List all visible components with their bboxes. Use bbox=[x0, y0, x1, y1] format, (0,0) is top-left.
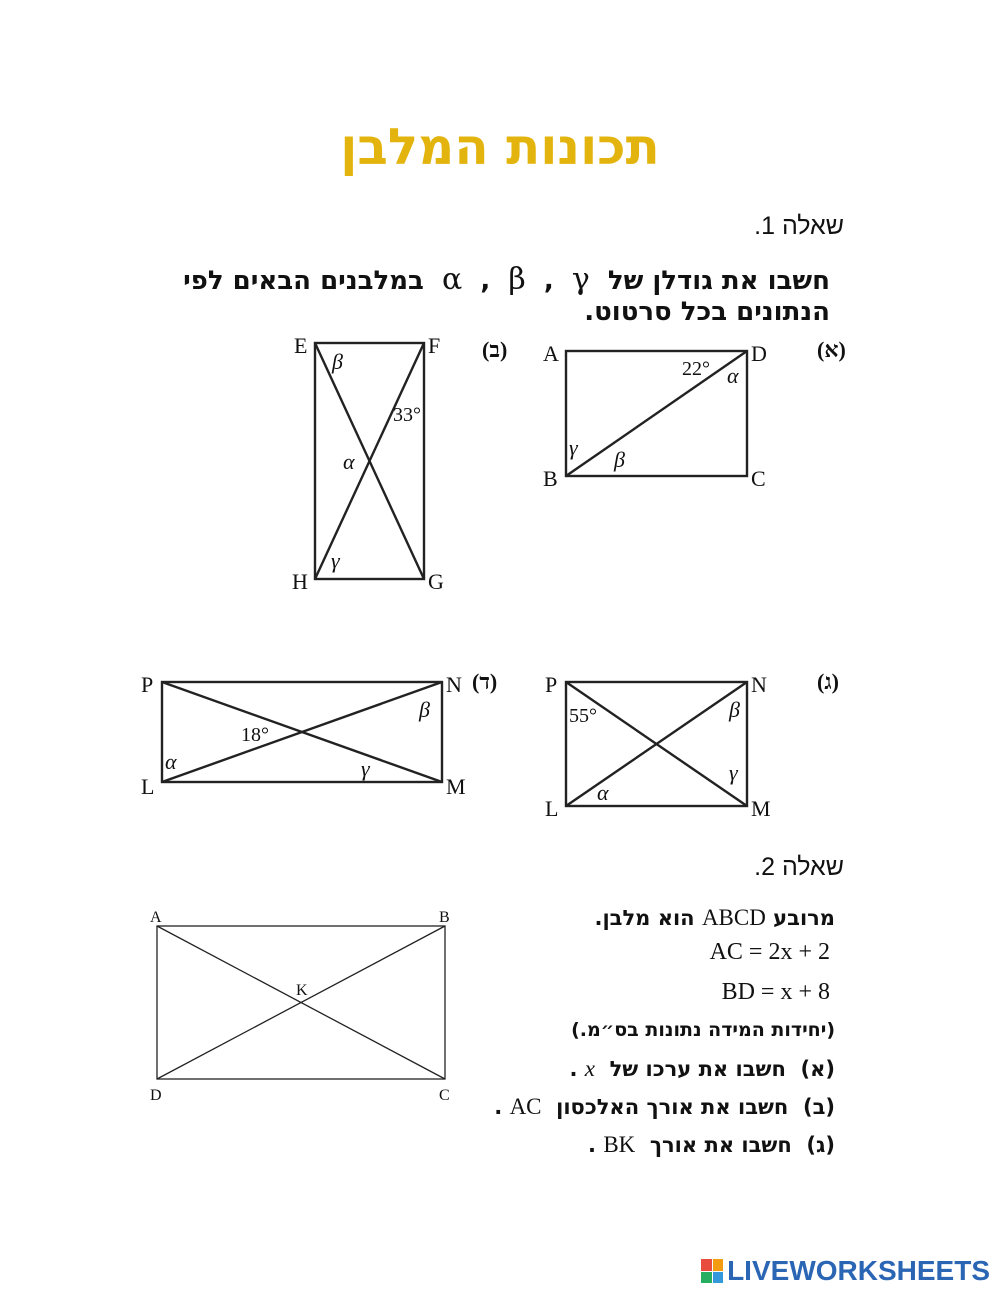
angle-label: 18° bbox=[241, 724, 269, 746]
question-2-item-a bbox=[415, 1056, 835, 1082]
greek-alpha: α bbox=[727, 363, 739, 388]
item-text: חשבו את אורך bbox=[649, 1133, 792, 1157]
figure-b-tag: (ב) bbox=[482, 337, 508, 362]
item-end: . bbox=[569, 1057, 578, 1081]
logo-square-icon bbox=[713, 1272, 724, 1284]
greek-alpha: α bbox=[597, 780, 609, 805]
greek-beta: β bbox=[419, 697, 430, 722]
angle-label: 33° bbox=[393, 404, 421, 426]
vertex-label: G bbox=[428, 569, 444, 594]
question-2-item-c bbox=[415, 1132, 835, 1158]
logo-square-icon bbox=[701, 1259, 712, 1271]
item-end: . bbox=[588, 1133, 596, 1157]
greek-alpha: α bbox=[441, 262, 463, 297]
item-math: x bbox=[584, 1056, 595, 1081]
figure-c-tag: (ג) bbox=[817, 669, 839, 694]
question-2-label: שאלה 2. bbox=[754, 853, 844, 881]
figure-d-rectangle bbox=[162, 682, 442, 782]
item-tag: (ג) bbox=[806, 1133, 835, 1157]
greek-gamma: γ bbox=[571, 262, 590, 297]
logo-icon bbox=[701, 1259, 723, 1283]
item-math: BK bbox=[603, 1132, 636, 1157]
figure-a-rectangle bbox=[566, 351, 747, 476]
equation-ac: AC = 2x + 2 bbox=[709, 939, 830, 965]
page-title: תכונות המלבן bbox=[340, 118, 660, 176]
item-end: . bbox=[494, 1095, 503, 1119]
greek-gamma: γ bbox=[569, 435, 578, 460]
vertex-label: B bbox=[543, 466, 558, 491]
center-label: K bbox=[296, 982, 308, 999]
vertex-label: M bbox=[751, 796, 771, 821]
item-text: חשבו את אורך האלכסון bbox=[556, 1095, 789, 1119]
question-2-statement bbox=[415, 905, 835, 931]
units-note: (יחידות המידה נתונות בס״מ.) bbox=[571, 1019, 835, 1041]
instruction-end: במלבנים הבאים לפי הנתונים בכל סרטוט. bbox=[183, 266, 830, 327]
figure-b-rectangle bbox=[315, 343, 424, 579]
vertex-label: P bbox=[545, 672, 558, 697]
logo-square-icon bbox=[713, 1259, 724, 1271]
logo-text: LIVEWORKSHEETS bbox=[727, 1255, 990, 1286]
vertex-label: F bbox=[428, 333, 441, 358]
logo-square-icon bbox=[701, 1272, 712, 1284]
question-2-rectangle bbox=[157, 926, 445, 1079]
vertex-label: E bbox=[294, 333, 308, 358]
figure-c-rectangle bbox=[566, 682, 747, 806]
greek-gamma: γ bbox=[331, 548, 340, 573]
greek-beta: β bbox=[729, 697, 740, 722]
vertex-label: N bbox=[446, 672, 462, 697]
statement-pre: מרובע bbox=[773, 906, 835, 930]
equation-bd: BD = x + 8 bbox=[721, 979, 830, 1005]
angle-label: 22° bbox=[682, 358, 710, 380]
vertex-label: L bbox=[545, 796, 559, 821]
greek-alpha: α bbox=[165, 749, 177, 774]
greek-beta: β bbox=[614, 447, 625, 472]
liveworksheets-logo[interactable] bbox=[701, 1255, 990, 1287]
vertex-label: C bbox=[751, 466, 766, 491]
statement-post: הוא מלבן. bbox=[594, 906, 695, 930]
vertex-label: A bbox=[150, 909, 162, 926]
instruction-start: חשבו את גודלן של bbox=[607, 266, 830, 296]
item-tag: (ב) bbox=[802, 1095, 835, 1119]
figure-a-tag: (א) bbox=[817, 337, 846, 362]
vertex-label: L bbox=[141, 774, 155, 799]
greek-gamma: γ bbox=[729, 760, 738, 785]
vertex-label: D bbox=[751, 341, 767, 366]
vertex-label: N bbox=[751, 672, 767, 697]
vertex-label: H bbox=[292, 569, 308, 594]
greek-beta: β bbox=[508, 262, 526, 297]
item-text: חשבו את ערכו של bbox=[609, 1057, 786, 1081]
vertex-label: D bbox=[150, 1087, 162, 1104]
question-2-item-b bbox=[415, 1094, 835, 1120]
item-math: AC bbox=[509, 1094, 542, 1119]
question-1-label: שאלה 1. bbox=[754, 212, 844, 240]
instruction-comma: , bbox=[480, 266, 491, 296]
vertex-label: P bbox=[141, 672, 154, 697]
vertex-label: C bbox=[439, 1087, 450, 1104]
greek-beta: β bbox=[332, 349, 343, 374]
quad-name: ABCD bbox=[701, 905, 766, 930]
vertex-label: M bbox=[446, 774, 466, 799]
item-tag: (א) bbox=[800, 1057, 835, 1081]
vertex-label: A bbox=[543, 341, 559, 366]
figure-d-tag: (ד) bbox=[472, 669, 498, 694]
vertex-label: B bbox=[439, 909, 450, 926]
greek-alpha: α bbox=[343, 449, 355, 474]
instruction-comma: , bbox=[543, 266, 554, 296]
greek-gamma: γ bbox=[361, 756, 370, 781]
angle-label: 55° bbox=[569, 705, 597, 727]
